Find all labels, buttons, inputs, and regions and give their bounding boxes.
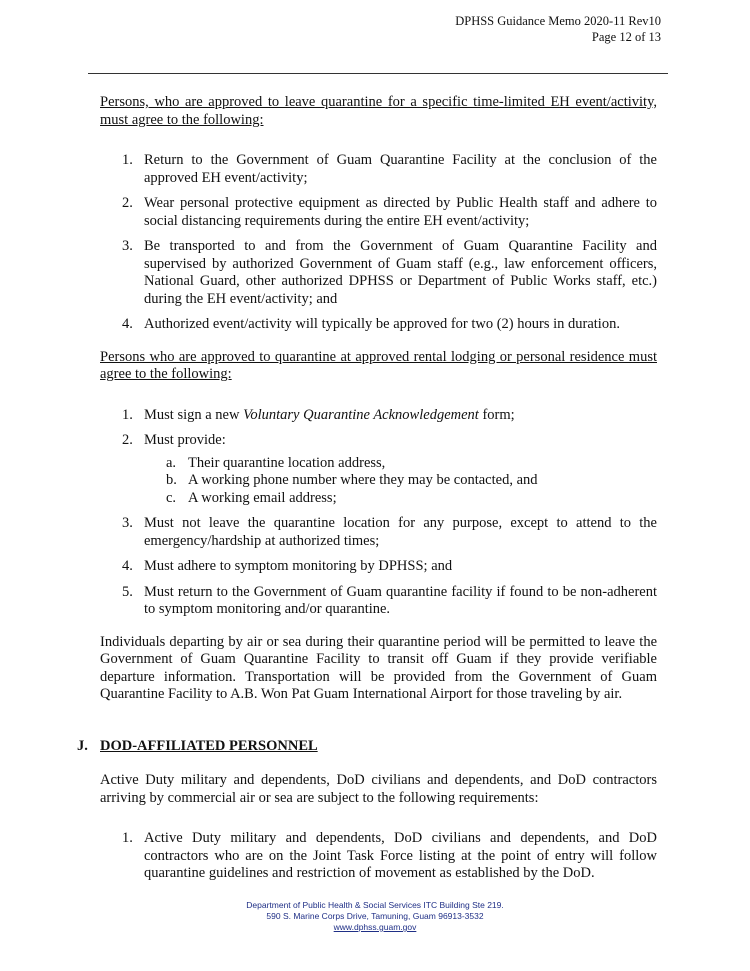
website-link[interactable]: www.dphss.guam.gov: [333, 922, 417, 932]
sub-list-item: c. A working email address;: [166, 489, 337, 506]
document-body: [77, 94, 657, 891]
section-letter: J.: [77, 737, 88, 754]
section-j-heading: [77, 737, 657, 756]
list-item: 2. Wear personal protective equipment as directed by Public Health staff and adhere to social distancing requirements during the entire EH event/activity;: [122, 195, 657, 229]
page-footer: [0, 900, 750, 933]
rental-list: [100, 407, 657, 619]
list-item: 1. Return to the Government of Guam Quarantine Facility at the conclusion of the approved EH event/activity;: [122, 152, 657, 186]
rental-intro: Persons who are approved to quarantine at approved rental lodging or personal residence must agree to the following:: [100, 348, 657, 382]
dod-list: [100, 830, 657, 883]
footer-address-line2: 590 S. Marine Corps Drive, Tamuning, Guam 96913-3532: [266, 911, 484, 921]
section-title: DOD-AFFILIATED PERSONNEL: [100, 737, 318, 754]
list-item: 1. Active Duty military and dependents, DoD civilians and dependents, and DoD contractors who are on the Joint Task Force listing at the point of entry will follow quarantine guidelines and restriction of movement as established by the DoD.: [122, 830, 657, 881]
header-divider: [88, 73, 668, 74]
list-item: 3. Must not leave the quarantine location for any purpose, except to attend to the emergency/hardship at authorized times;: [122, 515, 657, 549]
memo-title: DPHSS Guidance Memo 2020-11 Rev10: [455, 14, 661, 28]
list-item: 5. Must return to the Government of Guam quarantine facility if found to be non-adherent to symptom monitoring and/or quarantine.: [122, 583, 657, 617]
page-header: [455, 13, 661, 45]
footer-address-line1: Department of Public Health & Social Services ITC Building Ste 219.: [246, 900, 504, 910]
list-item: 3. Be transported to and from the Government of Guam Quarantine Facility and supervised by authorized Government of Guam staff (e.g., law enforcement officers, National Guard, other authorized DPHSS or Department of Public Works staff, etc.) during the EH event/activity; and: [122, 238, 657, 307]
eh-list: [100, 152, 657, 334]
list-item: 4. Must adhere to symptom monitoring by DPHSS; and: [122, 558, 453, 574]
sub-list-item: a. Their quarantine location address,: [166, 454, 386, 471]
form-name: Voluntary Quarantine Acknowledgement: [243, 406, 479, 423]
sub-list: [144, 455, 657, 508]
list-item: 2. Must provide: a. Their quarantine location address, b. A working phone number where they may be contacted, and c. A working email address;: [100, 432, 657, 507]
departure-paragraph: Individuals departing by air or sea during their quarantine period will be permitted to leave the Government of Guam Quarantine Facility to transit off Guam if they provide verifiable departure information. Transportation will be provided from the Government of Guam Quarantine Facility to A.B. Won Pat Guam International Airport for those traveling by air.: [100, 633, 657, 702]
page-number: Page 12 of 13: [591, 30, 661, 44]
sub-list-item: b. A working phone number where they may be contacted, and: [166, 472, 538, 488]
list-item: 1. Must sign a new Voluntary Quarantine Acknowledgement form;: [122, 406, 515, 423]
list-item: 4. Authorized event/activity will typically be approved for two (2) hours in duration.: [122, 316, 620, 332]
eh-intro: Persons, who are approved to leave quarantine for a specific time-limited EH event/activity, must agree to the following:: [100, 94, 657, 128]
dod-intro: Active Duty military and dependents, DoD civilians and dependents, and DoD contractors arriving by commercial air or sea are subject to the following requirements:: [100, 772, 657, 806]
